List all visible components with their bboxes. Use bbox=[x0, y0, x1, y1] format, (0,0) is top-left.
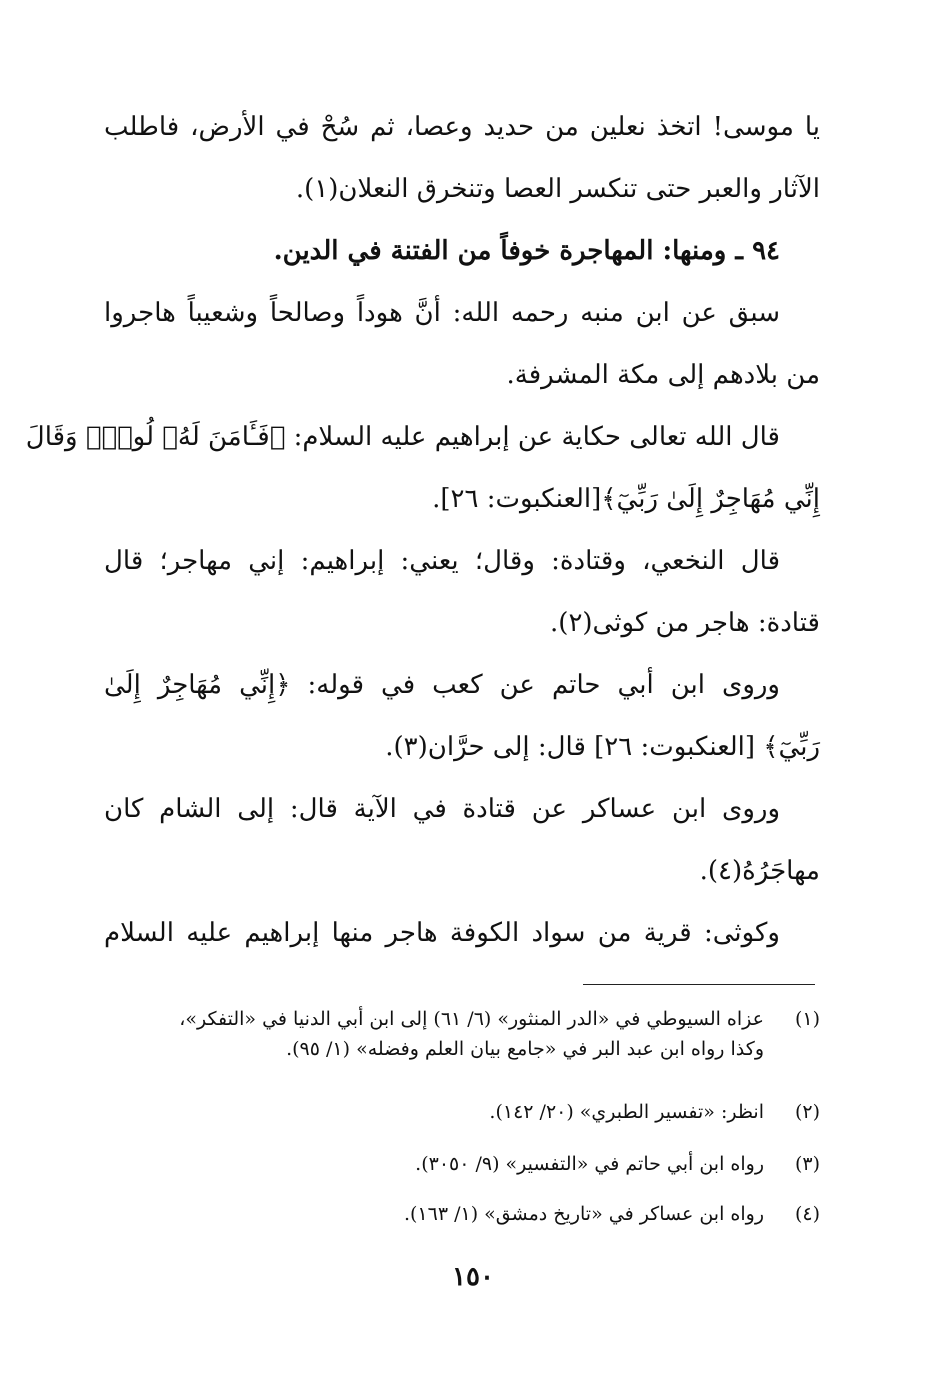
footnote-number: (٣) bbox=[794, 1153, 820, 1175]
footnote-separator bbox=[583, 984, 815, 985]
text-line: الآثار والعبر حتى تنكسر العصا وتنخرق النعلان(١). bbox=[295, 174, 820, 204]
text-line: وروى ابن عساكر عن قتادة في الآية قال: إلى الشام كان bbox=[104, 794, 780, 824]
text-line: وروى ابن أبي حاتم عن كعب في قوله: ﴿إِنِّي مُهَاجِرٌ إِلَىٰ bbox=[104, 670, 780, 700]
main-text bbox=[25, 96, 820, 964]
paragraph bbox=[104, 282, 820, 406]
text-line: وكوثى: قرية من سواد الكوفة هاجر منها إبراهيم عليه السلام bbox=[104, 918, 780, 948]
text-line: قال النخعي، وقتادة: وقال؛ يعني: إبراهيم: إني مهاجر؛ قال bbox=[104, 546, 780, 576]
footnote-text: رواه ابن أبي حاتم في «التفسير» (٩/ ٣٠٥٠). bbox=[415, 1153, 764, 1175]
footnote bbox=[104, 1149, 820, 1179]
paragraph bbox=[25, 406, 820, 530]
footnote-text: انظر: «تفسير الطبري» (٢٠/ ١٤٢). bbox=[489, 1101, 764, 1123]
footnote-number: (١) bbox=[794, 1008, 820, 1030]
text-line: قتادة: هاجر من كوثى(٢). bbox=[550, 608, 820, 638]
text-line: سبق عن ابن منبه رحمه الله: أنَّ هوداً وصالحاً وشعيباً هاجروا bbox=[104, 298, 780, 328]
paragraph bbox=[104, 96, 820, 220]
text-line: من بلادهم إلى مكة المشرفة. bbox=[506, 360, 820, 390]
text-line: رَبِّيٓ﴾ [العنكبوت: ٢٦] قال: إلى حرَّان(٣). bbox=[385, 732, 820, 762]
text-line: إِنِّي مُهَاجِرٌ إِلَىٰ رَبِّيٓ﴾[العنكبوت: ٢٦]. bbox=[432, 484, 820, 514]
text-line: قال الله تعالى حكاية عن إبراهيم عليه السلام: ﴿فَـَٔامَنَ لَهُۥ لُوطٌۘ وَقَالَ bbox=[25, 422, 780, 452]
footnote-number: (٢) bbox=[794, 1101, 820, 1123]
footnote bbox=[104, 1199, 820, 1229]
footnote bbox=[104, 1097, 820, 1127]
heading-text: ٩٤ ـ ومنها: المهاجرة خوفاً من الفتنة في الدين. bbox=[273, 236, 780, 266]
section-heading bbox=[104, 220, 820, 282]
footnote-text: رواه ابن عساكر في «تاريخ دمشق» (١/ ١٦٣). bbox=[403, 1203, 764, 1225]
paragraph bbox=[104, 530, 820, 654]
footnote-number: (٤) bbox=[794, 1203, 820, 1225]
paragraph bbox=[104, 902, 820, 964]
page-number: ١٥٠ bbox=[452, 1262, 494, 1292]
text-line: يا موسى! اتخذ نعلين من حديد وعصا، ثم سُحْ في الأرض، فاطلب bbox=[104, 112, 820, 142]
text-line: مهاجَرُهُ(٤). bbox=[699, 856, 820, 886]
footnote-text: عزاه السيوطي في «الدر المنثور» (٦/ ٦١) إلى ابن أبي الدنيا في «التفكر»، bbox=[179, 1008, 764, 1030]
footnote bbox=[104, 1004, 820, 1064]
footnote-text: وكذا رواه ابن عبد البر في «جامع بيان العلم وفضله» (١/ ٩٥). bbox=[286, 1038, 764, 1060]
paragraph bbox=[104, 778, 820, 902]
paragraph bbox=[104, 654, 820, 778]
